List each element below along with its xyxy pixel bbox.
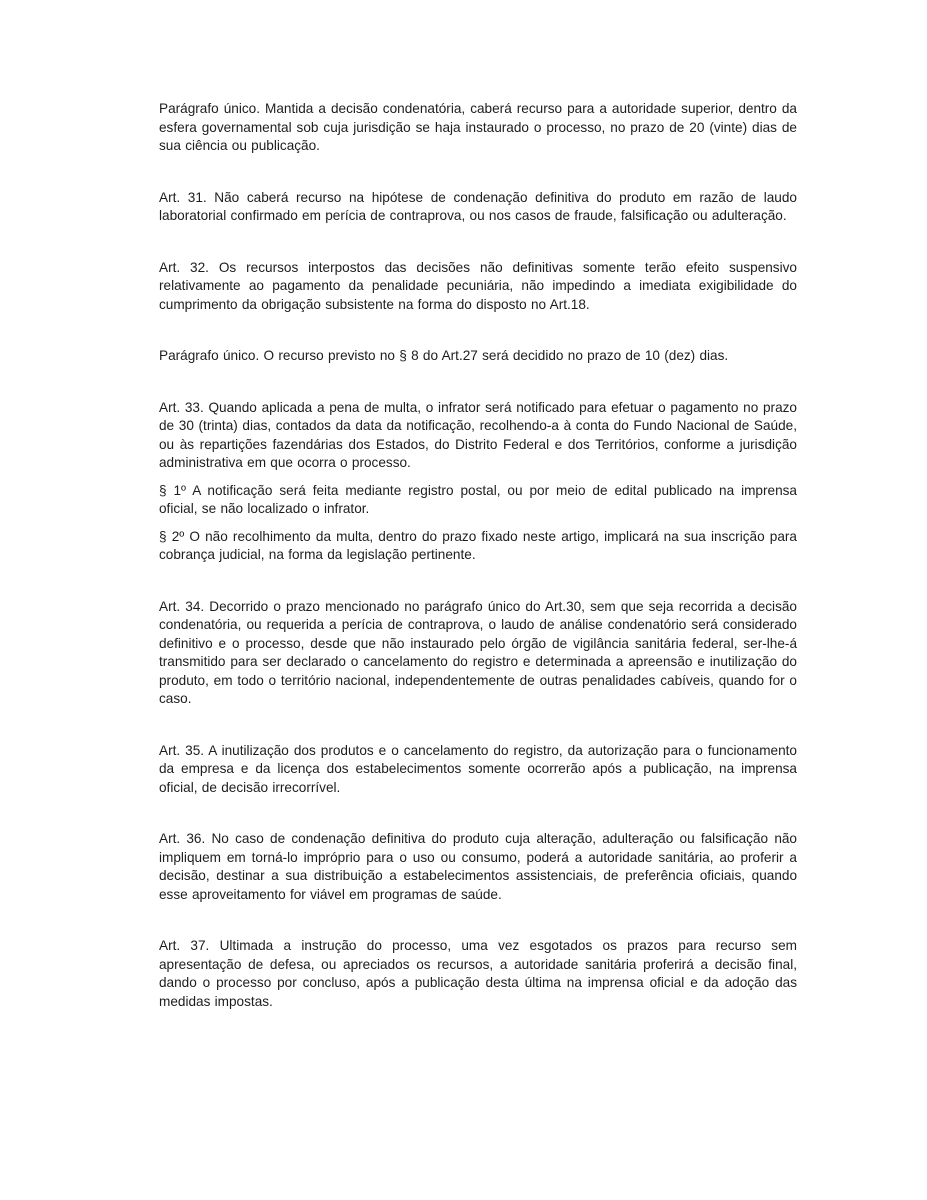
paragraph-art-31: Art. 31. Não caberá recurso na hipótese de condenação definitiva do produto em razão de laudo laboratorial confirmado em perícia de contraprova, ou nos casos de fraude, falsificação ou adulteração. — [159, 189, 797, 223]
paragraph-art-32: Art. 32. Os recursos interpostos das decisões não definitivas somente terão efeito suspensivo relativamente ao pagamento da penalidade pecuniária, não impedindo a imediata exigibilidade do cumprimento da obrigação subsistente na forma do disposto no Art.18. — [159, 259, 797, 312]
paragraph-paragrafo-unico-recurso: Parágrafo único. Mantida a decisão condenatória, caberá recurso para a autoridade superior, dentro da esfera governamental sob cuja jurisdição se haja instaurado o processo, no prazo de 20 (vinte) dias de sua ciência ou publicação. — [159, 101, 797, 153]
paragraph-art-33-par-2: § 2º O não recolhimento da multa, dentro do prazo fixado neste artigo, implicará na sua inscrição para cobrança judicial, na forma da legislação pertinente. — [159, 528, 797, 562]
paragraph-art-34: Art. 34. Decorrido o prazo mencionado no parágrafo único do Art.30, sem que seja recorrida a decisão condenatória, ou requerida a perícia de contraprova, o laudo de análise condenatório será considerado definitivo e o processo, desde que não instaurado pelo órgão de vigilância sanitária federal, ser-lhe-á transmitido para ser declarado o cancelamento do registro e determinada a apreensão e inutilização do produto, em todo o território nacional, independentemente de outras penalidades cabíveis, quando for o caso. — [159, 598, 797, 706]
paragraph-art-36: Art. 36. No caso de condenação definitiva do produto cuja alteração, adulteração ou falsificação não impliquem em torná-lo impróprio para o uso ou consumo, poderá a autoridade sanitária, ao proferir a decisão, destinar a sua distribuição a estabelecimentos assistenciais, de preferência oficiais, quando esse aproveitamento for viável em programas de saúde. — [159, 831, 797, 902]
text-block — [159, 100, 797, 1011]
paragraph-paragrafo-unico-art-32: Parágrafo único. O recurso previsto no § 8 do Art.27 será decidido no prazo de 10 (dez) dias. — [159, 348, 729, 363]
paragraph-art-35: Art. 35. A inutilização dos produtos e o cancelamento do registro, da autorização para o funcionamento da empresa e da licença dos estabelecimentos somente ocorrerão após a publicação, na imprensa oficial, de decisão irrecorrível. — [159, 742, 797, 795]
paragraph-art-37: Art. 37. Ultimada a instrução do processo, uma vez esgotados os prazos para recurso sem apresentação de defesa, ou apreciados os recursos, a autoridade sanitária proferirá a decisão final, dando o processo por concluso, após a publicação desta última na imprensa oficial e da adoção das medidas impostas. — [159, 938, 797, 1009]
paragraph-art-33: Art. 33. Quando aplicada a pena de multa, o infrator será notificado para efetuar o pagamento no prazo de 30 (trinta) dias, contados da data da notificação, recolhendo-a à conta do Fundo Nacional de Saúde, ou às repartições fazendárias dos Estados, do Distrito Federal e dos Territórios, conforme a jurisdição administrativa em que ocorra o processo. — [159, 399, 797, 470]
paragraph-art-33-par-1: § 1º A notificação será feita mediante registro postal, ou por meio de edital publicado na imprensa oficial, se não localizado o infrator. — [159, 482, 797, 516]
